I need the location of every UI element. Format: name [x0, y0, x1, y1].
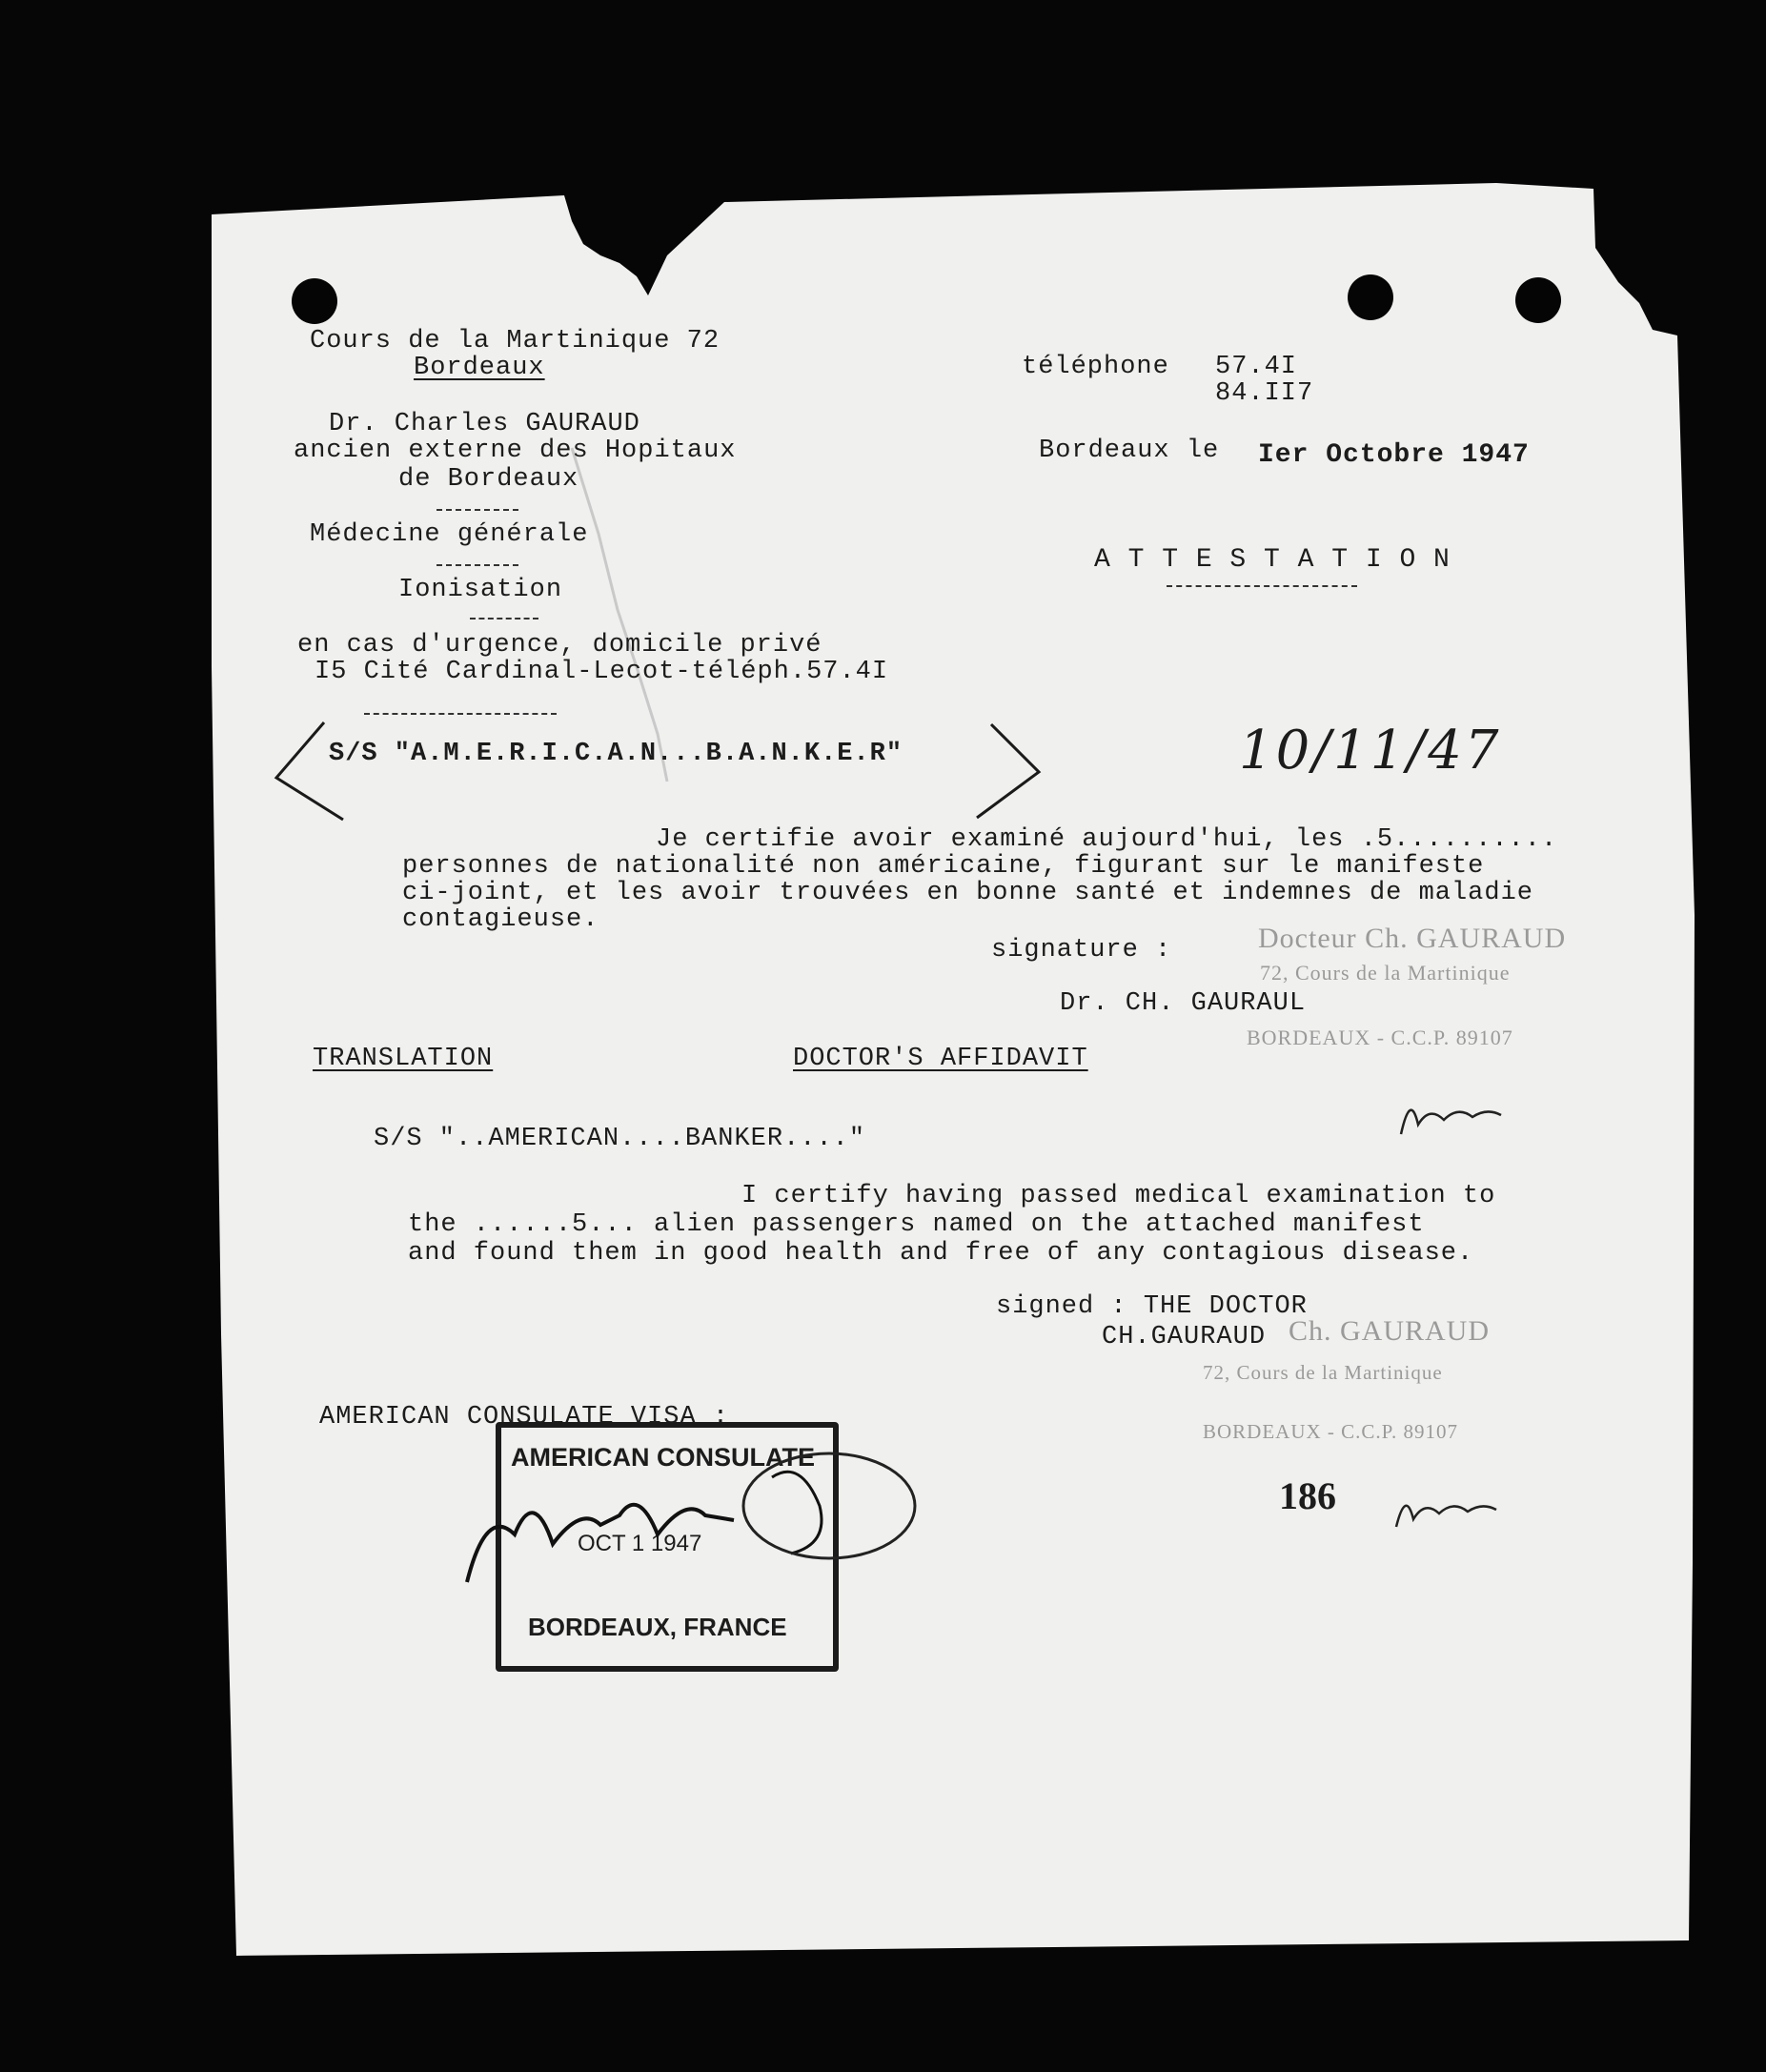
letterhead-emergency-line2: I5 Cité Cardinal-Lecot-téléph.57.4I: [315, 658, 889, 686]
page-number: 186: [1279, 1474, 1336, 1517]
consulate-stamp-date: OCT 1 1947: [578, 1531, 702, 1556]
signature-label: signature :: [991, 936, 1172, 965]
dateline-prefix: Bordeaux le: [1039, 437, 1220, 465]
phone-number-1: 57.4I: [1215, 353, 1298, 381]
initials-signature: [1387, 1487, 1501, 1534]
letterhead-title-line2: de Bordeaux: [398, 465, 579, 494]
initials-signature: [1391, 1087, 1506, 1144]
phone-label: téléphone: [1022, 353, 1169, 381]
signature-name: Dr. CH. GAURAUL: [1060, 989, 1307, 1018]
french-body-line2: personnes de nationalité non américaine, figurant sur le manifeste: [402, 852, 1485, 881]
handwritten-date: 10/11/47: [1239, 720, 1502, 782]
letterhead-title-line1: ancien externe des Hopitaux: [294, 437, 737, 465]
letterhead-doctor-name: Dr. Charles GAURAUD: [329, 410, 640, 438]
signed-label: signed : THE DOCTOR: [996, 1292, 1308, 1321]
affidavit-heading: DOCTOR'S AFFIDAVIT: [793, 1045, 1088, 1073]
doctor-stamp-line3: BORDEAUX - C.C.P. 89107: [1247, 1026, 1513, 1049]
divider: [436, 564, 518, 566]
attestation-heading: A T T E S T A T I O N: [1094, 545, 1451, 575]
english-body-line1: I certify having passed medical examination to: [741, 1182, 1496, 1210]
letterhead-address: Cours de la Martinique 72: [310, 327, 721, 355]
doctor-stamp-line1: Docteur Ch. GAURAUD: [1258, 923, 1567, 954]
letterhead-specialty1: Médecine générale: [310, 520, 589, 549]
doctor-stamp-line2: 72, Cours de la Martinique: [1260, 961, 1511, 985]
divider: [470, 618, 538, 620]
english-body-line3: and found them in good health and free of any contagious disease.: [408, 1239, 1474, 1268]
ship-name-french: S/S "A.M.E.R.I.C.A.N...B.A.N.K.E.R": [329, 740, 903, 768]
translation-heading: TRANSLATION: [313, 1045, 494, 1073]
letterhead-city: Bordeaux: [414, 354, 545, 382]
pen-bracket-marks: [267, 715, 1048, 829]
doctor-stamp2-line1: Ch. GAURAUD: [1289, 1315, 1491, 1347]
dateline-date: Ier Octobre 1947: [1258, 440, 1530, 470]
consulate-stamp-top: AMERICAN CONSULATE: [511, 1443, 815, 1472]
english-body-line2: the ......5... alien passengers named on the attached manifest: [408, 1210, 1425, 1239]
consulate-visa-label: AMERICAN CONSULATE VISA :: [319, 1403, 730, 1432]
consulate-stamp-bottom: BORDEAUX, FRANCE: [528, 1613, 787, 1641]
consul-signature: [448, 1449, 924, 1601]
french-body-line3: ci-joint, et les avoir trouvées en bonne santé et indemnes de maladie: [402, 879, 1533, 907]
divider: [1167, 585, 1357, 587]
french-body-line4: contagieuse.: [402, 905, 599, 934]
letterhead-specialty2: Ionisation: [398, 576, 563, 604]
divider: [436, 509, 518, 511]
french-body-line1: Je certifie avoir examiné aujourd'hui, les .5..........: [656, 825, 1558, 854]
signed-name: CH.GAURAUD: [1102, 1323, 1267, 1351]
ship-name-english: S/S "..AMERICAN....BANKER....": [374, 1125, 866, 1153]
phone-number-2: 84.II7: [1215, 379, 1314, 408]
doctor-stamp2-line2: 72, Cours de la Martinique: [1203, 1361, 1443, 1384]
doctor-stamp2-line3: BORDEAUX - C.C.P. 89107: [1203, 1420, 1459, 1443]
letterhead-emergency-line1: en cas d'urgence, domicile privé: [297, 631, 822, 660]
